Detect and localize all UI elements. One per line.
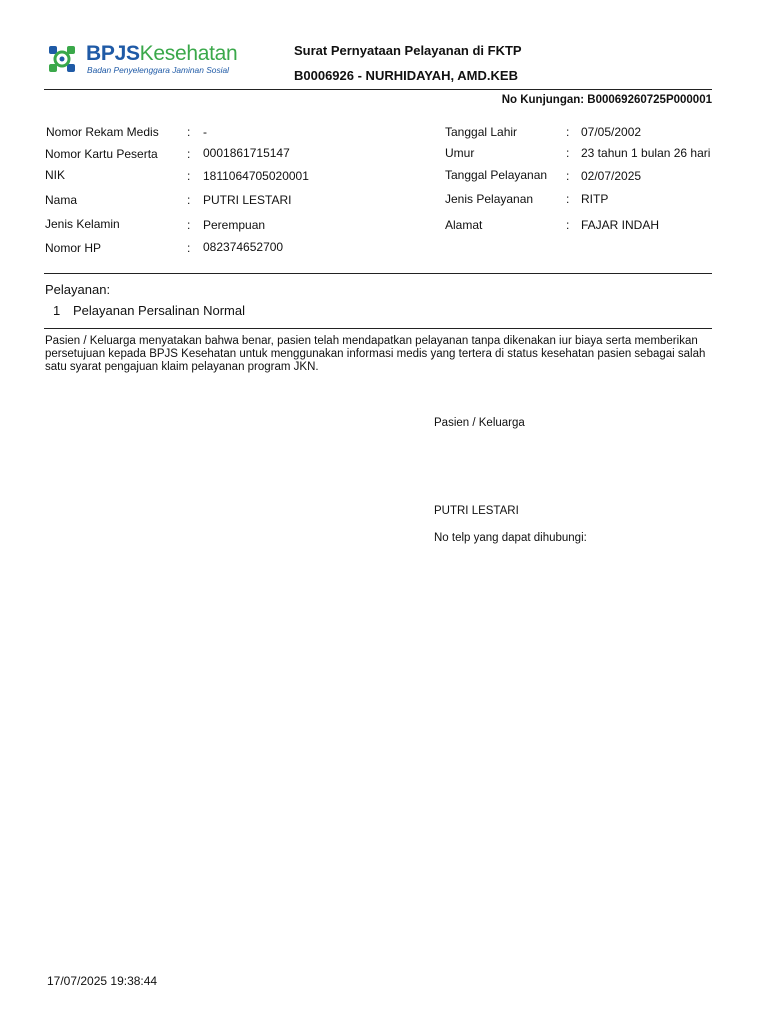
logo-wordmark: BPJSKesehatan [86, 42, 238, 65]
service-item-number: 1 [53, 303, 61, 318]
label-tanggal-lahir: Tanggal Lahir [445, 125, 518, 139]
value-jenis-kelamin: Perempuan [203, 218, 266, 232]
colon: : [187, 241, 191, 255]
colon: : [187, 147, 191, 161]
value-umur: 23 tahun 1 bulan 26 hari [581, 146, 711, 160]
colon: : [566, 192, 570, 206]
value-nik: 1811064705020001 [203, 169, 309, 183]
label-tanggal-pelayanan: Tanggal Pelayanan [445, 168, 548, 182]
colon: : [187, 218, 191, 232]
print-timestamp: 17/07/2025 19:38:44 [47, 974, 158, 988]
value-alamat: FAJAR INDAH [581, 218, 660, 232]
label-rekam-medis: Nomor Rekam Medis [46, 125, 159, 139]
provider-name: B0006926 - NURHIDAYAH, AMD.KEB [294, 68, 518, 83]
divider-top [44, 89, 712, 90]
signature-name: PUTRI LESTARI [434, 505, 519, 517]
signature-role: Pasien / Keluarga [434, 417, 525, 429]
label-nik: NIK [45, 168, 66, 182]
label-jenis-kelamin: Jenis Kelamin [45, 217, 120, 231]
value-tanggal-pelayanan: 02/07/2025 [581, 169, 642, 183]
label-nama: Nama [45, 193, 78, 207]
value-rekam-medis: - [203, 125, 207, 139]
document-title: Surat Pernyataan Pelayanan di FKTP [294, 43, 522, 58]
logo-tagline: Badan Penyelenggara Jaminan Sosial [87, 65, 230, 75]
value-nomor-hp: 082374652700 [203, 240, 284, 254]
label-kartu-peserta: Nomor Kartu Peserta [45, 147, 158, 161]
consent-statement: Pasien / Keluarga menyatakan bahwa benar, pasien telah mendapatkan pelayanan tanpa dikenakan iur biaya serta memberikan persetujuan kepada BPJS Kesehatan untuk menggunakan informasi medis yang tertera di status kesehatan pasien sebagai salah satu syarat pengajuan klaim pelayanan program JKN. [45, 335, 706, 373]
label-nomor-hp: Nomor HP [45, 241, 102, 255]
colon: : [187, 125, 191, 139]
value-nama: PUTRI LESTARI [203, 193, 292, 207]
colon: : [566, 146, 570, 160]
label-jenis-pelayanan: Jenis Pelayanan [445, 192, 534, 206]
visit-number: No Kunjungan: B00069260725P000001 [501, 94, 712, 106]
value-tanggal-lahir: 07/05/2002 [581, 125, 642, 139]
label-alamat: Alamat [445, 218, 483, 232]
divider-middle [44, 273, 712, 274]
value-jenis-pelayanan: RITP [581, 192, 609, 206]
colon: : [566, 169, 570, 183]
label-umur: Umur [445, 146, 475, 160]
bpjs-emblem-icon [46, 43, 78, 75]
colon: : [187, 193, 191, 207]
colon: : [566, 218, 570, 232]
divider-bottom [44, 328, 712, 329]
value-kartu-peserta: 0001861715147 [203, 146, 290, 160]
colon: : [187, 169, 191, 183]
service-item-name: Pelayanan Persalinan Normal [73, 303, 245, 318]
bpjs-logo [46, 42, 236, 82]
colon: : [566, 125, 570, 139]
signature-phone-label: No telp yang dapat dihubungi: [434, 532, 587, 544]
services-heading: Pelayanan: [45, 282, 111, 297]
